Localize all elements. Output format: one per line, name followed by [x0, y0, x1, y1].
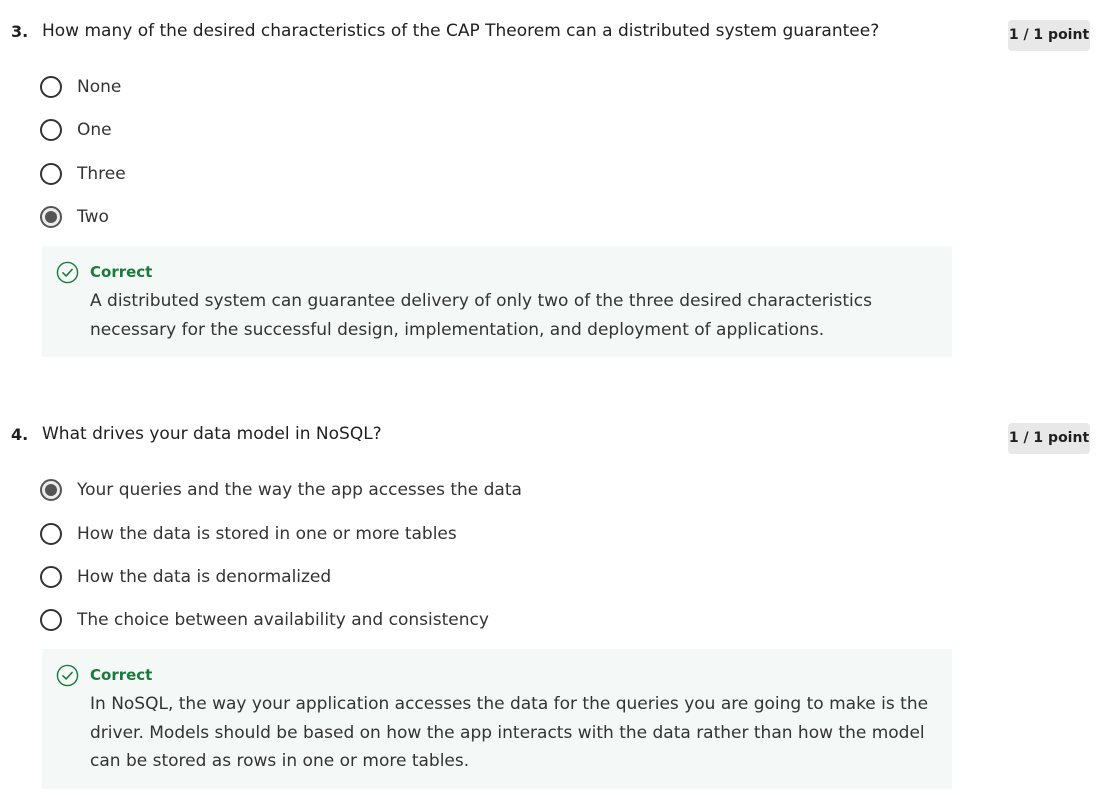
radio-button[interactable] [40, 163, 62, 185]
points-badge: 1 / 1 point [1008, 20, 1090, 51]
check-circle-icon [56, 261, 79, 284]
option-label: None [77, 77, 122, 97]
option-denormalized[interactable] [40, 566, 740, 592]
option-label: Two [77, 207, 109, 227]
radio-button-selected[interactable] [40, 206, 62, 228]
question-header [0, 20, 1101, 46]
option-none[interactable] [40, 76, 740, 102]
question-header [0, 423, 1101, 449]
option-availability-consistency[interactable] [40, 609, 740, 635]
option-label: Your queries and the way the app accesses the data [77, 480, 522, 500]
option-label: How the data is denormalized [77, 567, 332, 587]
feedback-text: In NoSQL, the way your application accesses the data for the queries you are going to make is the driver. Models should be based on how the app interacts with the data rather than how the model can be stored as rows in one or more tables. [90, 694, 929, 771]
radio-button[interactable] [40, 566, 62, 588]
feedback-status: Correct [90, 263, 153, 281]
radio-button[interactable] [40, 523, 62, 545]
radio-button-selected[interactable] [40, 479, 62, 501]
feedback-panel [42, 649, 952, 789]
question-text: How many of the desired characteristics of the CAP Theorem can a distributed system guarantee? [42, 21, 880, 41]
question-text: What drives your data model in NoSQL? [42, 424, 382, 444]
option-one[interactable] [40, 119, 740, 145]
option-label: How the data is stored in one or more tables [77, 524, 457, 544]
question-number: 3. [11, 22, 29, 41]
option-label: One [77, 120, 112, 140]
feedback-status: Correct [90, 666, 153, 684]
option-queries[interactable] [40, 479, 740, 505]
option-label: Three [77, 164, 126, 184]
radio-button[interactable] [40, 119, 62, 141]
option-three[interactable] [40, 163, 740, 189]
radio-button[interactable] [40, 609, 62, 631]
option-two[interactable] [40, 206, 740, 232]
option-label: The choice between availability and consistency [77, 610, 489, 630]
feedback-panel [42, 246, 952, 357]
radio-button[interactable] [40, 76, 62, 98]
feedback-text: A distributed system can guarantee delivery of only two of the three desired characteristics necessary for the successful design, implementation, and deployment of applications. [90, 291, 872, 340]
check-circle-icon [56, 664, 79, 687]
option-tables[interactable] [40, 523, 740, 549]
points-badge: 1 / 1 point [1008, 423, 1090, 454]
question-number: 4. [11, 425, 29, 444]
